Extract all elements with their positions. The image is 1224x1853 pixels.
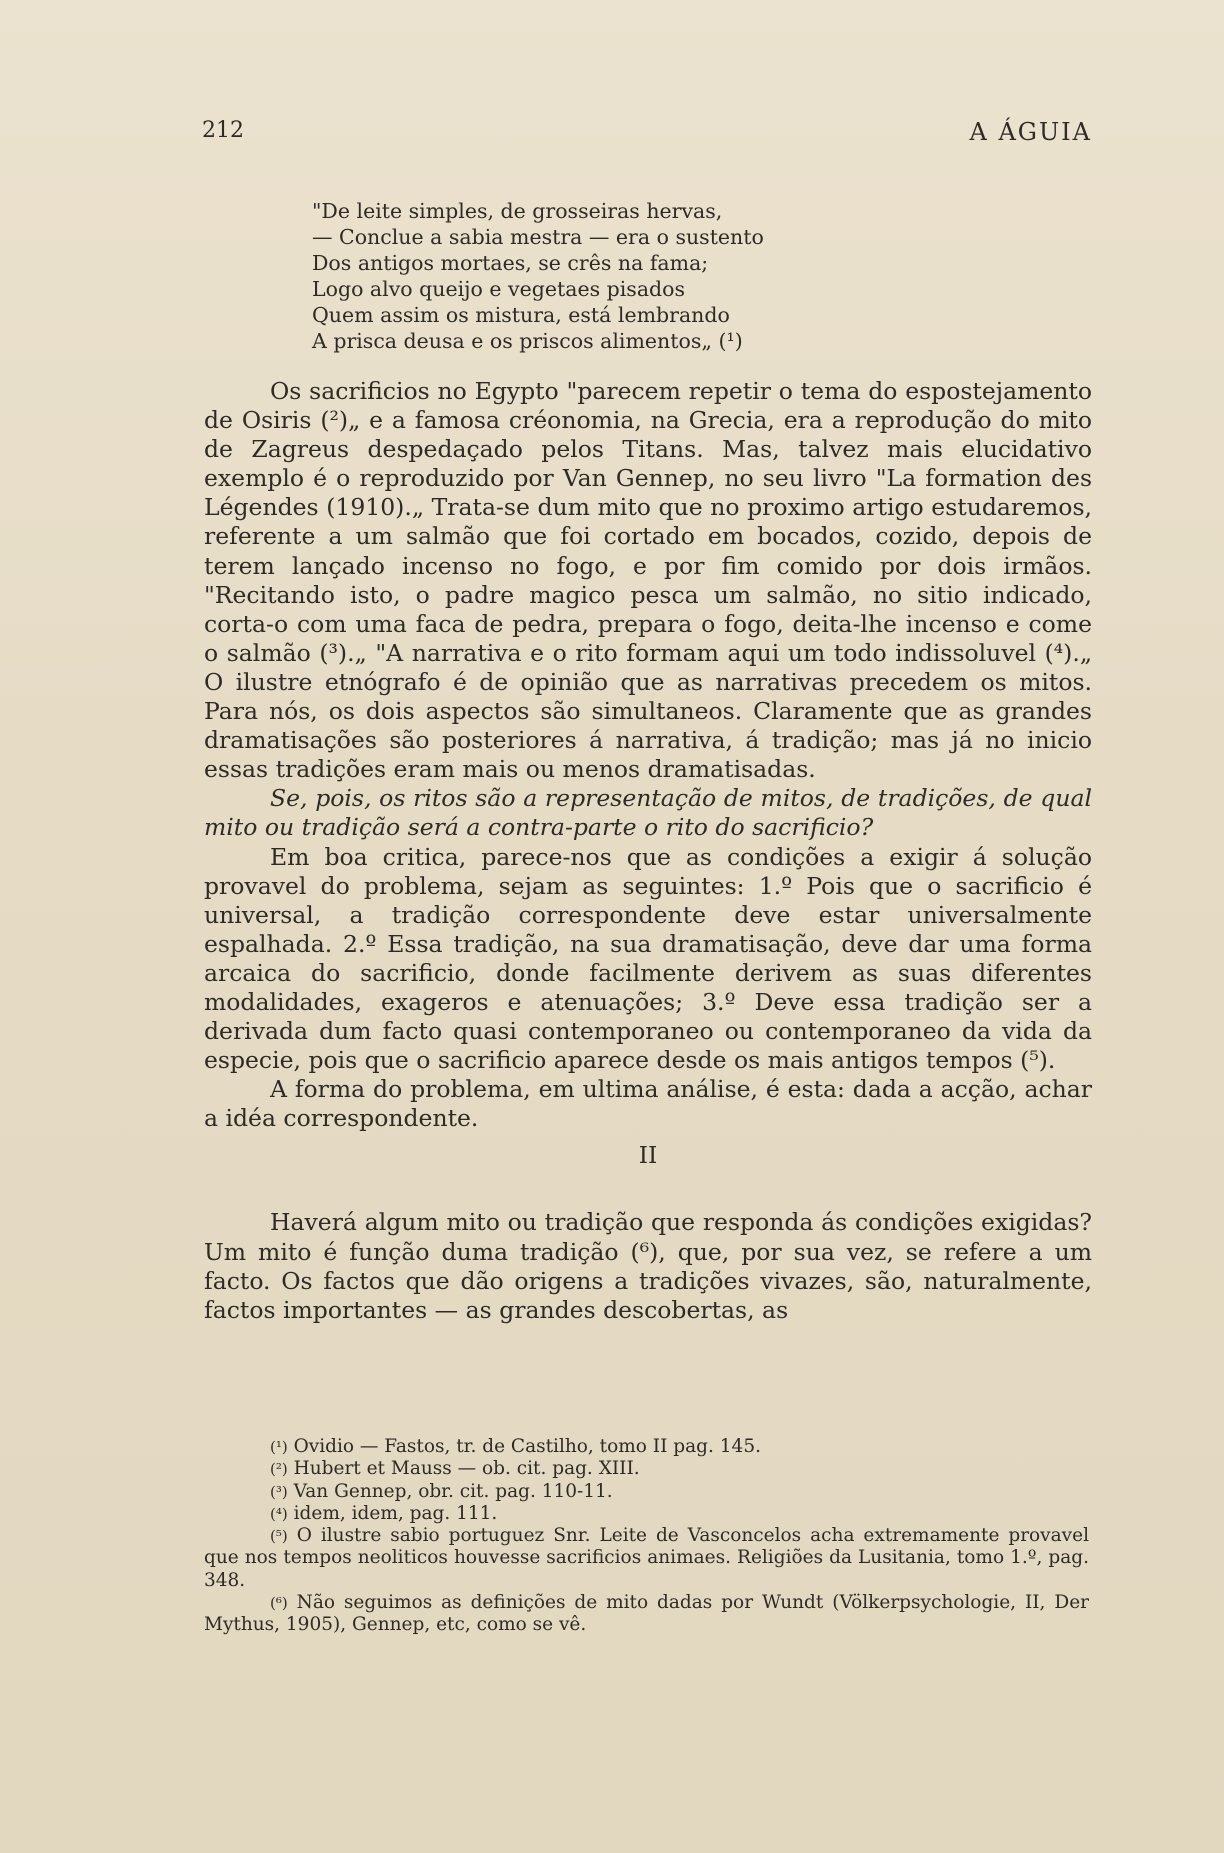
footnote-ref: (¹) bbox=[270, 1438, 288, 1456]
footnote bbox=[204, 1481, 1089, 1503]
poem-line: "De leite simples, de grosseiras hervas, bbox=[312, 199, 723, 223]
poem-line: A prisca deusa e os priscos alimentos„ (¹) bbox=[312, 329, 743, 353]
poem-line: Quem assim os mistura, está lembrando bbox=[312, 303, 730, 327]
poem-line: Logo alvo queijo e vegetaes pisados bbox=[312, 277, 686, 301]
footnote-ref: (⁵) bbox=[270, 1527, 288, 1546]
running-title: A ÁGUIA bbox=[969, 118, 1092, 146]
footnote bbox=[204, 1436, 1089, 1458]
poem-line: — Conclue a sabia mestra — era o sustento bbox=[312, 225, 764, 249]
italic-paragraph: Se, pois, os ritos são a representação de mitos, de tradições, de qual mito ou tradição será a contra-parte o rito do sacrificio? bbox=[204, 784, 1092, 842]
paragraph: Os sacrificios no Egypto "parecem repetir o tema do espostejamento de Osiris (²)„ e a famosa créonomia, na Grecia, era a reprodução do mito de Zagreus despedaçado pelos Titans. Mas, talvez mais elucidativo exemplo é o reproduzido por Van Gennep, no seu livro "La formation des Légendes (1910).„ Trata-se dum mito que no proximo artigo estudaremos, referente a um salmão que foi cortado em bocados, cozido, depois de terem lançado incenso no fogo, e por fim comido por dois irmãos. "Recitando isto, o padre magico pesca um salmão, no sitio indicado, corta-o com uma faca de pedra, prepara o fogo, deita-lhe incenso e come o salmão (³).„ "A narrativa e o rito formam aqui um todo indissoluvel (⁴).„ O ilustre etnógrafo é de opinião que as narrativas precedem os mitos. Para nós, os dois aspectos são simultaneos. Claramente que as grandes dramatisações são posteriores á narrativa, á tradição; mas já no inicio essas tradições eram mais ou menos dramatisadas. bbox=[204, 377, 1092, 784]
footnote-text: O ilustre sabio portuguez Snr. Leite de Vasconcelos acha extremamente provavel que nos tempos neoliticos houvesse sacrificios animaes. Religiões da Lusitania, tomo 1.º, pag. 348. bbox=[204, 1525, 1089, 1591]
footnote-ref: (²) bbox=[270, 1460, 288, 1479]
footnote-ref: (⁶) bbox=[270, 1594, 288, 1613]
footnote-text: Ovidio — Fastos, tr. de Castilho, tomo II pag. 145. bbox=[293, 1436, 761, 1457]
page-number: 212 bbox=[202, 118, 244, 143]
paragraph: Em boa critica, parece-nos que as condições a exigir á solução provavel do problema, sejam as seguintes: 1.º Pois que o sacrificio é universal, a tradição correspondente deve estar universalmente espalhada. 2.º Essa tradição, na sua dramatisação, deve dar uma forma arcaica do sacrificio, donde facilmente derivem as suas diferentes modalidades, exageros e atenuações; 3.º Deve essa tradição ser a derivada dum facto quasi contemporaneo ou contemporaneo da vida da especie, pois que o sacrificio aparece desde os mais antigos tempos (⁵). bbox=[204, 842, 1092, 1075]
footnote-text: Não seguimos as definições de mito dadas por Wundt (Völkerpsychologie, II, Der Mythus, 1905), Gennep, etc, como se vê. bbox=[204, 1592, 1089, 1636]
footnote bbox=[204, 1503, 1089, 1525]
paragraph: A forma do problema, em ultima análise, é esta: dada a acção, achar a idéa correspondente. bbox=[204, 1075, 1092, 1133]
footnote-ref: (⁴) bbox=[270, 1504, 288, 1523]
paragraph: Haverá algum mito ou tradição que responda ás condições exigidas? Um mito é função duma tradição (⁶), que, por sua vez, se refere a um facto. Os factos que dão origens a tradições vivazes, são, naturalmente, factos importantes — as grandes descobertas, as bbox=[204, 1208, 1092, 1324]
poem-line: Dos antigos mortaes, se crês na fama; bbox=[312, 251, 709, 275]
footnote-ref: (³) bbox=[270, 1482, 288, 1501]
footnote bbox=[204, 1458, 1089, 1480]
footnote-text: idem, idem, pag. 111. bbox=[293, 1502, 498, 1524]
footnote-text: Hubert et Mauss — ob. cit. pag. XIII. bbox=[293, 1458, 640, 1480]
quoted-poem bbox=[312, 198, 912, 354]
section-heading: II bbox=[638, 1141, 658, 1170]
footnote bbox=[204, 1592, 1089, 1637]
footnotes bbox=[204, 1436, 1089, 1637]
footnote-text: Van Gennep, obr. cit. pag. 110-11. bbox=[293, 1480, 613, 1502]
page-header bbox=[202, 118, 1092, 148]
body-text bbox=[204, 377, 1092, 1325]
footnote bbox=[204, 1525, 1089, 1592]
